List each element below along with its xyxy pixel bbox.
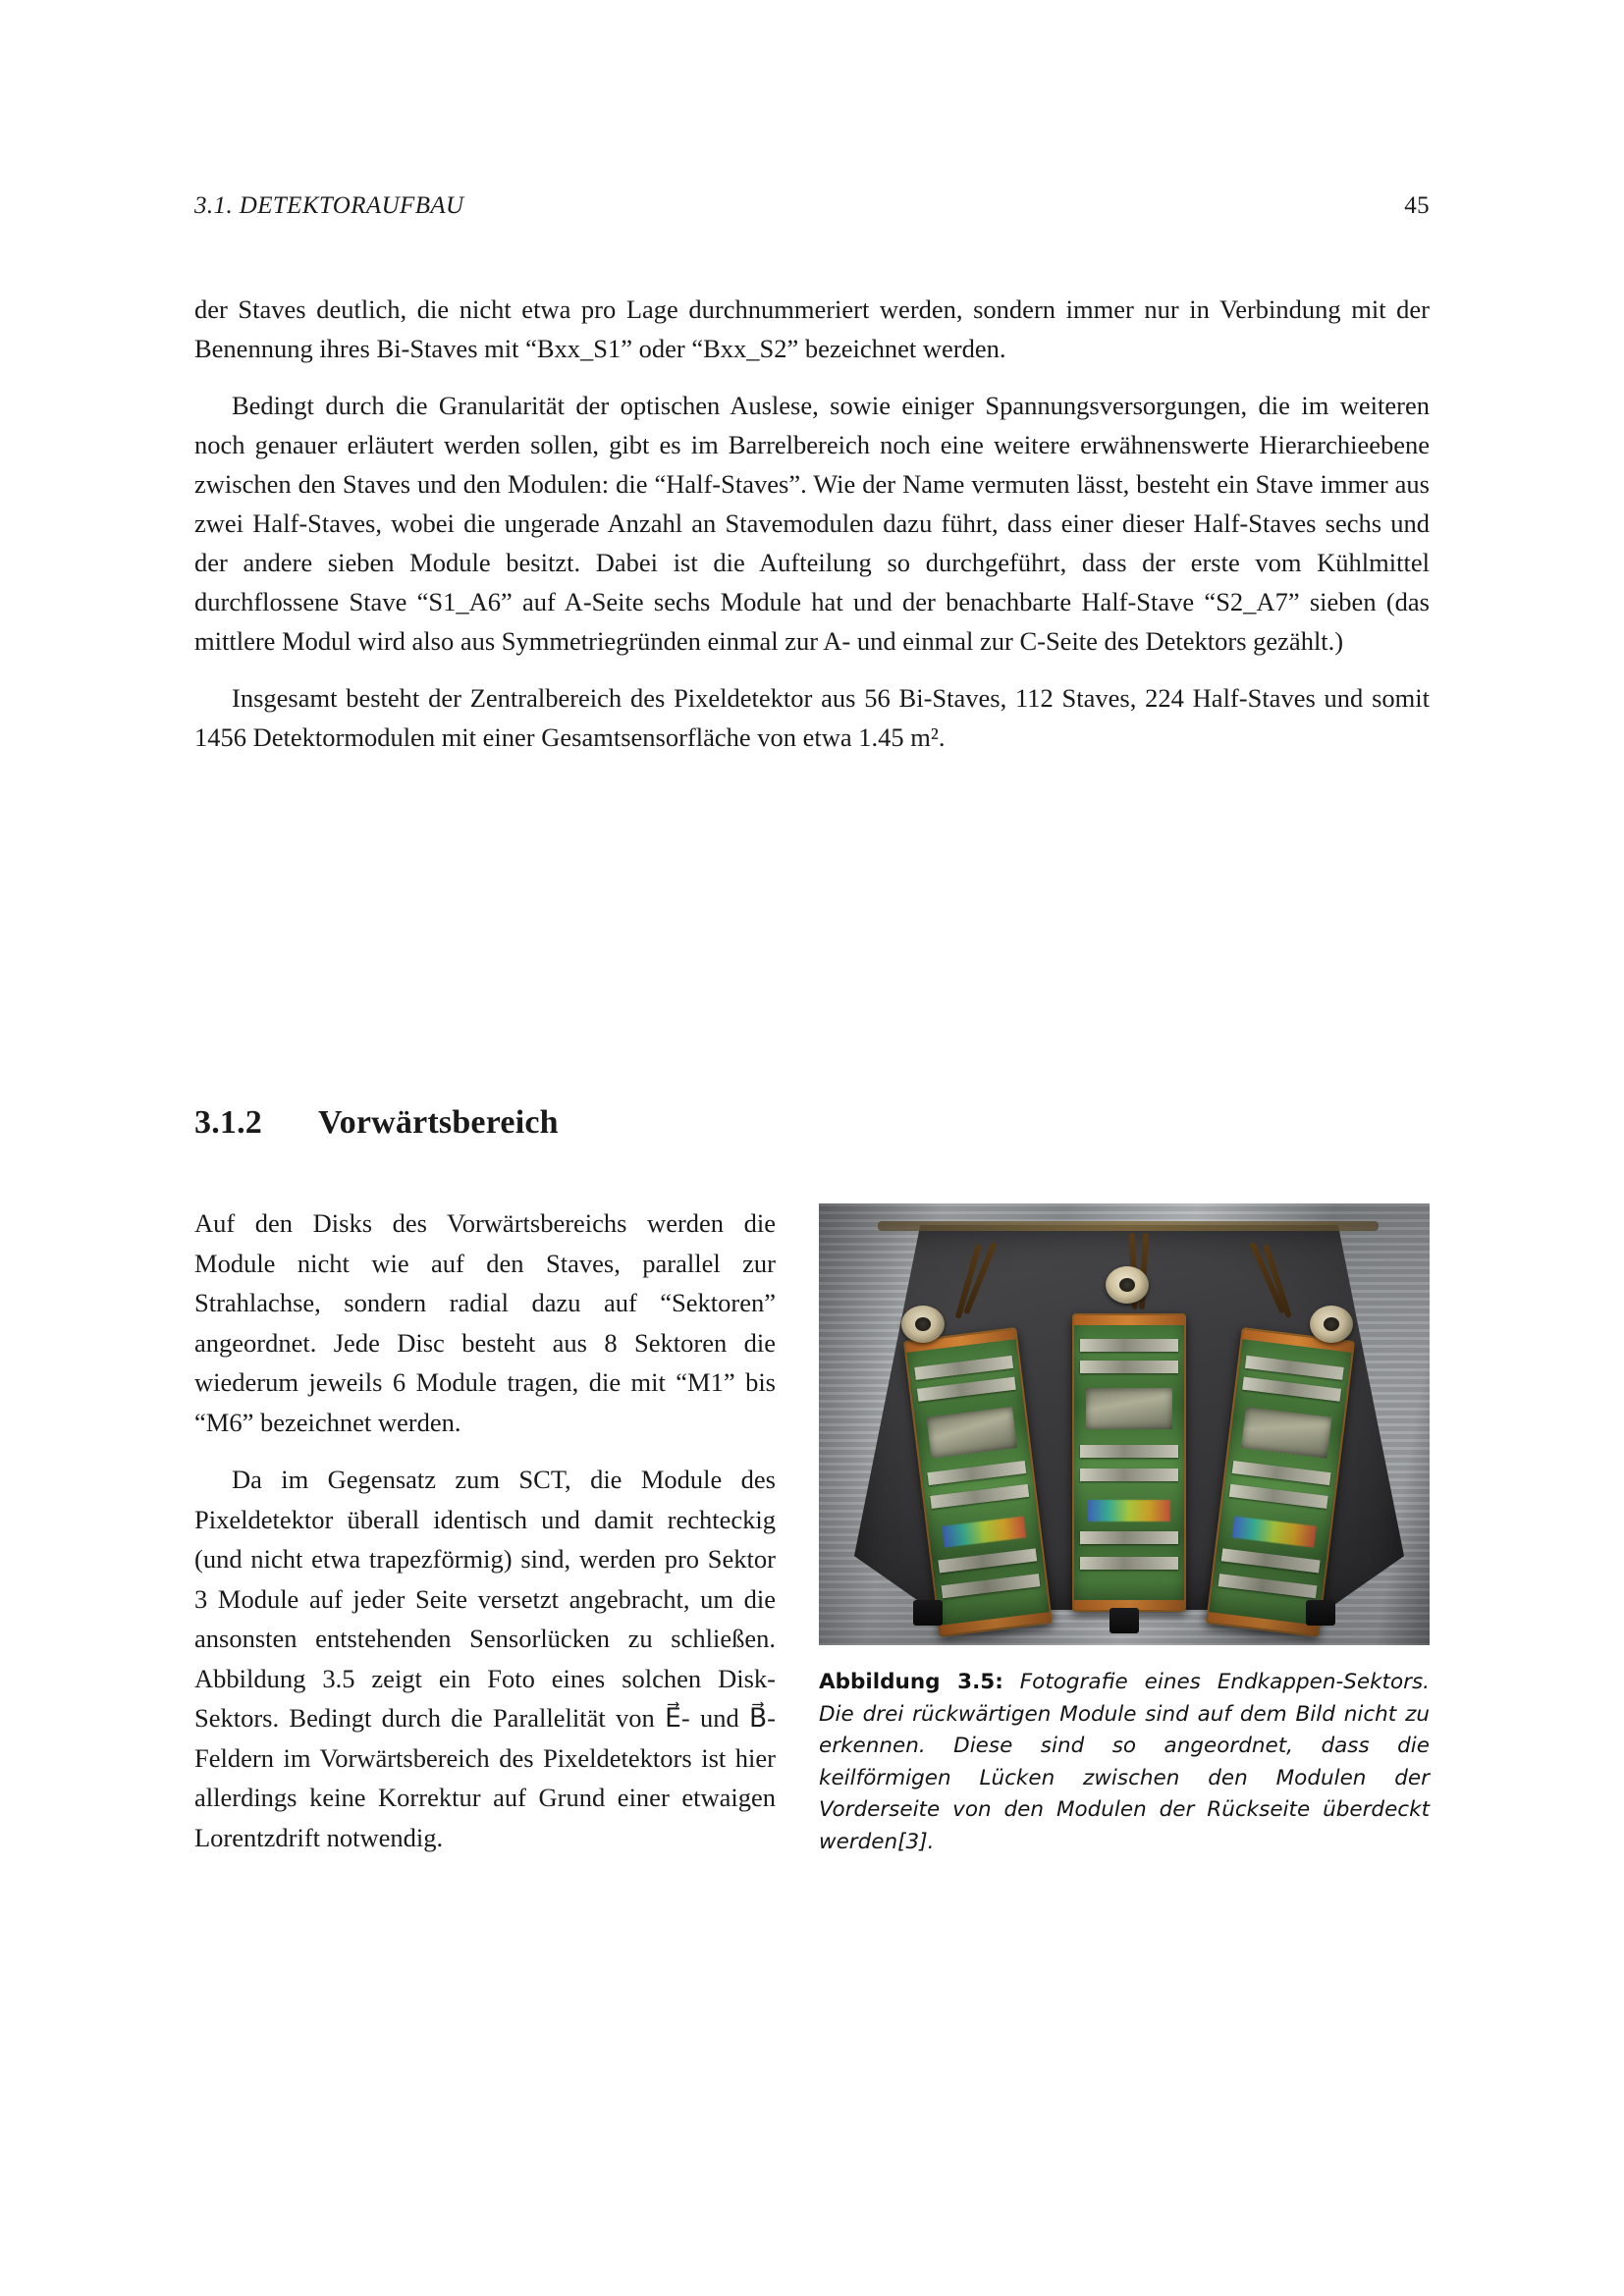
- left-paragraph-1: Auf den Disks des Vorwärtsbereichs werden die Module nicht wie auf den Staves, parallel zur Strahlachse, sondern radial dazu auf “Sektoren” angeordnet. Jede Disc besteht aus 8 Sektoren die wiederum jeweils 6 Module tragen, die mit “M1” bis “M6” bezeichnet werden.: [194, 1208, 776, 1437]
- lower-two-column-area: [194, 1203, 1430, 1989]
- section-title: Vorwärtsbereich: [318, 1104, 559, 1141]
- page-number: 45: [1404, 192, 1430, 219]
- section-number: 3.1.2: [194, 1104, 262, 1141]
- header-section-title: 3.1. DETEKTORAUFBAU: [194, 192, 464, 219]
- left-paragraph-2: Da im Gegensatz zum SCT, die Module des Pixeldetektor überall identisch und damit rechteckig (und nicht etwa trapezförmig) sind, werden pro Sektor 3 Module auf jeder Seite versetzt angebracht, um die ansonsten entstehenden Sensorlücken zu schließen. Abbildung 3.5 zeigt ein Foto eines solchen Disk-Sektors. Bedingt durch die Parallelität von E⃗- und B⃗-Feldern im Vorwärtsbereich des Pixeldetektors ist hier allerdings keine Korrektur auf Grund einer etwaigen Lorentzdrift notwendig.: [194, 1465, 776, 1852]
- right-figure-column: [819, 1203, 1430, 1858]
- figure-caption-text: Fotografie eines Endkappen-Sektors. Die drei rückwärtigen Module sind auf dem Bild nicht zu erkennen. Diese sind so angeordnet, dass die keilförmigen Lücken zwischen den Modulen der Vorderseite von den Modulen der Rückseite überdeckt werden[3].: [819, 1670, 1430, 1854]
- figure-caption-label: Abbildung 3.5:: [819, 1670, 1003, 1694]
- running-header: [194, 192, 1430, 220]
- endcap-sector-photograph: [819, 1203, 1430, 1645]
- photo-vignette: [819, 1203, 1430, 1645]
- section-heading: [194, 1104, 1430, 1142]
- left-text-column: [194, 1203, 776, 1857]
- paragraph-3: Insgesamt besteht der Zentralbereich des Pixeldetektor aus 56 Bi-Staves, 112 Staves, 224 Half-Staves und somit 1456 Detektormodulen mit einer Gesamtsensorfläche von etwa 1.45 m².: [194, 683, 1430, 752]
- paragraph-2: Bedingt durch die Granularität der optischen Auslese, sowie einiger Spannungsversorgungen, die im weiteren noch genauer erläutert werden sollen, gibt es im Barrelbereich noch eine weitere erwähnenswerte Hierarchieebene zwischen den Staves und den Modulen: die “Half-Staves”. Wie der Name vermuten lässt, besteht ein Stave immer aus zwei Half-Staves, wobei die ungerade Anzahl an Stavemodulen dazu führt, dass einer dieser Half-Staves sechs und der andere sieben Module besitzt. Dabei ist die Aufteilung so durchgeführt, dass der erste vom Kühlmittel durchflossene Stave “S1_A6” auf A-Seite sechs Module hat und der benachbarte Half-Stave “S2_A7” sieben (das mittlere Modul wird also aus Symmetriegründen einmal zur A- und einmal zur C-Seite des Detektors gezählt.): [194, 391, 1430, 656]
- body-text-block: [194, 290, 1430, 757]
- figure-caption: [819, 1667, 1430, 1858]
- figure-3-5: [819, 1203, 1430, 1858]
- paragraph-1: der Staves deutlich, die nicht etwa pro Lage durchnummeriert werden, sondern immer nur in Verbindung mit der Benennung ihres Bi-Staves mit “Bxx_S1” oder “Bxx_S2” bezeichnet werden.: [194, 294, 1430, 363]
